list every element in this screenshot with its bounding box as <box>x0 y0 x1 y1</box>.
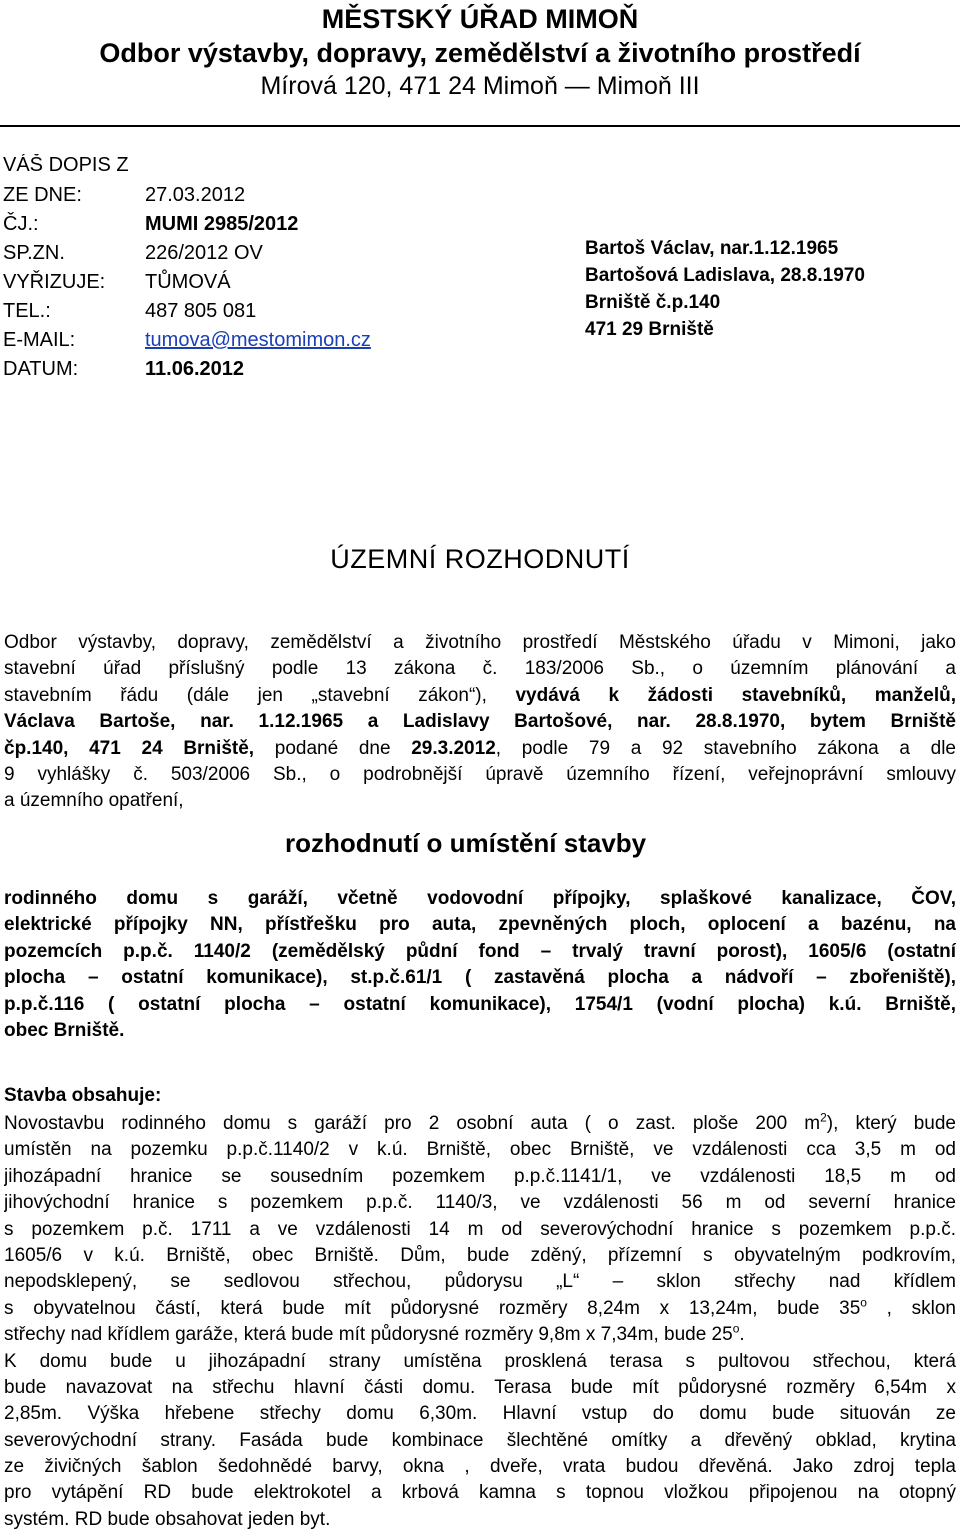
email-link[interactable]: tumova@mestomimon.cz <box>145 329 371 351</box>
body-line: ze živičných šablon šedohnědé barvy, okna , dveře, vrata budou dřevěná. Jako zdroj tepla <box>4 1456 956 1478</box>
date-label: DATUM: <box>3 358 79 380</box>
subject-paragraph <box>4 886 956 1044</box>
subject-line: p.p.č.116 ( ostatní plocha – ostatní komunikace), 1754/1 (vodní plocha) k.ú. Brniště, <box>4 993 956 1015</box>
body-text: . <box>739 1324 745 1346</box>
intro-line: Václava Bartoše, nar. 1.12.1965 a Ladislavy Bartošové, nar. 28.8.1970, bytem Brniště <box>4 711 956 733</box>
file-label: SP.ZN. <box>3 242 65 264</box>
subject-line: obec Brniště. <box>4 1019 125 1041</box>
body-line <box>4 1322 956 1348</box>
subject-line: elektrické přípojky NN, přístřešku pro auta, zpevněných ploch, oplocení a bazénu, na <box>4 914 956 936</box>
email-label: E-MAIL: <box>3 329 76 351</box>
phone-value: 487 805 081 <box>145 300 257 322</box>
body-line: 2,85m. Výška hřebene střechy domu 6,30m. Hlavní vstup do domu bude situován ze <box>4 1403 956 1425</box>
subject-line: rodinného domu s garáží, včetně vodovodní přípojky, splaškové kanalizace, ČOV, <box>4 888 956 909</box>
intro-line <box>4 736 956 762</box>
superscript: o <box>860 1295 867 1310</box>
handler-label: VYŘIZUJE: <box>3 271 106 293</box>
handler-value: TŮMOVÁ <box>145 271 231 293</box>
body-line: nepodsklepený, se sedlovou střechou, půdorysu „L“ – sklon střechy nad křídlem <box>4 1271 956 1293</box>
recipient-line-4: 471 29 Brniště <box>585 319 714 340</box>
intro-line <box>4 683 956 709</box>
header-divider <box>0 125 960 127</box>
body-text: , sklon <box>866 1297 956 1319</box>
intro-bold: vydává k žádosti stavebníků, manželů, <box>515 684 956 706</box>
body-line: jihovýchodní hranice s pozemkem p.p.č. 1140/3, ve vzdálenosti 56 m od severní hranice <box>4 1192 956 1214</box>
from-date-label: ZE DNE: <box>3 184 82 206</box>
body-line: pro vytápění RD bude elektrokotel a krbová kamna s topnou vložkou připojenou na otopný <box>4 1482 956 1504</box>
subject-line: plocha – ostatní komunikace), st.p.č.61/1 ( zastavěná plocha a nádvoří – zbořeniště), <box>4 967 956 989</box>
body-line: jihozápadní hranice se sousedním pozemkem p.p.č.1141/1, ve vzdálenosti 18,5 m od <box>4 1165 956 1187</box>
body-line: umístěn na pozemku p.p.č.1140/2 v k.ú. Brniště, obec Brniště, ve vzdálenosti cca 3,5 m od <box>4 1139 956 1161</box>
subject-line: pozemcích p.p.č. 1140/2 (zemědělský půdní fond – trvalý travní porost), 1605/6 (ostatní <box>4 940 956 962</box>
body-line: s pozemkem p.č. 1711 a ve vzdálenosti 14 m od severovýchodní hranice s pozemkem p.p.č. <box>4 1218 956 1240</box>
body-text: střechy nad křídlem garáže, která bude mít půdorysné rozměry 9,8m x 7,34m, bude 25 <box>4 1324 733 1346</box>
decision-heading: rozhodnutí o umístění stavby <box>285 828 647 858</box>
recipient-line-1: Bartoš Václav, nar.1.12.1965 <box>585 238 839 259</box>
body-line: bude navazovat na střechu hlavní části domu. Terasa bude mít půdorysné rozměry 6,54m x <box>4 1376 956 1398</box>
body-text: Novostavbu rodinného domu s garáží pro 2 osobní auta ( o zast. ploše 200 m <box>4 1113 821 1134</box>
body-text: s obyvatelnou částí, která bude mít půdorysné rozměry 8,24m x 13,24m, bude 35 <box>4 1297 861 1319</box>
superscript: o <box>732 1322 740 1336</box>
phone-label: TEL.: <box>3 300 51 322</box>
body-line <box>4 1111 956 1137</box>
intro-bold: 29.3.2012 <box>411 737 496 759</box>
file-value: 226/2012 OV <box>145 242 263 264</box>
recipient-line-3: Brniště č.p.140 <box>585 292 721 313</box>
intro-text: podané dne <box>254 737 412 759</box>
intro-text: stavebním řádu (dále jen „stavební zákon“), <box>4 684 516 706</box>
date-value: 11.06.2012 <box>145 358 244 380</box>
intro-paragraph <box>4 630 956 815</box>
office-address: Mírová 120, 471 24 Mimoň — Mimoň III <box>260 72 700 100</box>
superscript: 2 <box>820 1111 827 1125</box>
body-line: K domu bude u jihozápadní strany umístěna prosklená terasa s pultovou střechou, která <box>4 1350 956 1372</box>
recipient-line-2: Bartošová Ladislava, 28.8.1970 <box>585 265 865 286</box>
contains-heading: Stavba obsahuje: <box>4 1085 162 1106</box>
ref-value: MUMI 2985/2012 <box>145 213 299 235</box>
office-name: MĚSTSKÝ ÚŘAD MIMOŇ <box>321 4 639 34</box>
body-line: systém. RD bude obsahovat jeden byt. <box>4 1508 331 1530</box>
department-name: Odbor výstavby, dopravy, zemědělství a životního prostředí <box>99 38 861 68</box>
body-line <box>4 1296 956 1322</box>
ref-label: ČJ.: <box>3 213 39 235</box>
intro-line: a územního opatření, <box>4 790 184 812</box>
intro-bold: čp.140, 471 24 Brniště, <box>4 737 255 759</box>
intro-line: Odbor výstavby, dopravy, zemědělství a životního prostředí Městského úřadu v Mimoni, jako <box>4 632 956 653</box>
body-line: severovýchodní strany. Fasáda bude kombinace šlechtěné omítky a dřevěný obklad, krytina <box>4 1429 956 1451</box>
body-paragraph <box>4 1111 956 1533</box>
intro-line: stavební úřad příslušný podle 13 zákona č. 183/2006 Sb., o územním plánování a <box>4 658 956 680</box>
from-date-value: 27.03.2012 <box>145 184 246 206</box>
intro-line: 9 vyhlášky č. 503/2006 Sb., o podrobnější úpravě územního řízení, veřejnoprávní smlouvy <box>4 763 956 785</box>
body-line: 1605/6 v k.ú. Brniště, obec Brniště. Dům, bude zděný, přízemní s obyvatelným podkrovím, <box>4 1244 956 1266</box>
your-letter-label: VÁŠ DOPIS Z <box>3 154 129 176</box>
intro-text: , podle 79 a 92 stavebního zákona a dle <box>495 737 956 759</box>
document-title: ÚZEMNÍ ROZHODNUTÍ <box>330 544 630 574</box>
body-text: ), který bude <box>826 1113 956 1134</box>
